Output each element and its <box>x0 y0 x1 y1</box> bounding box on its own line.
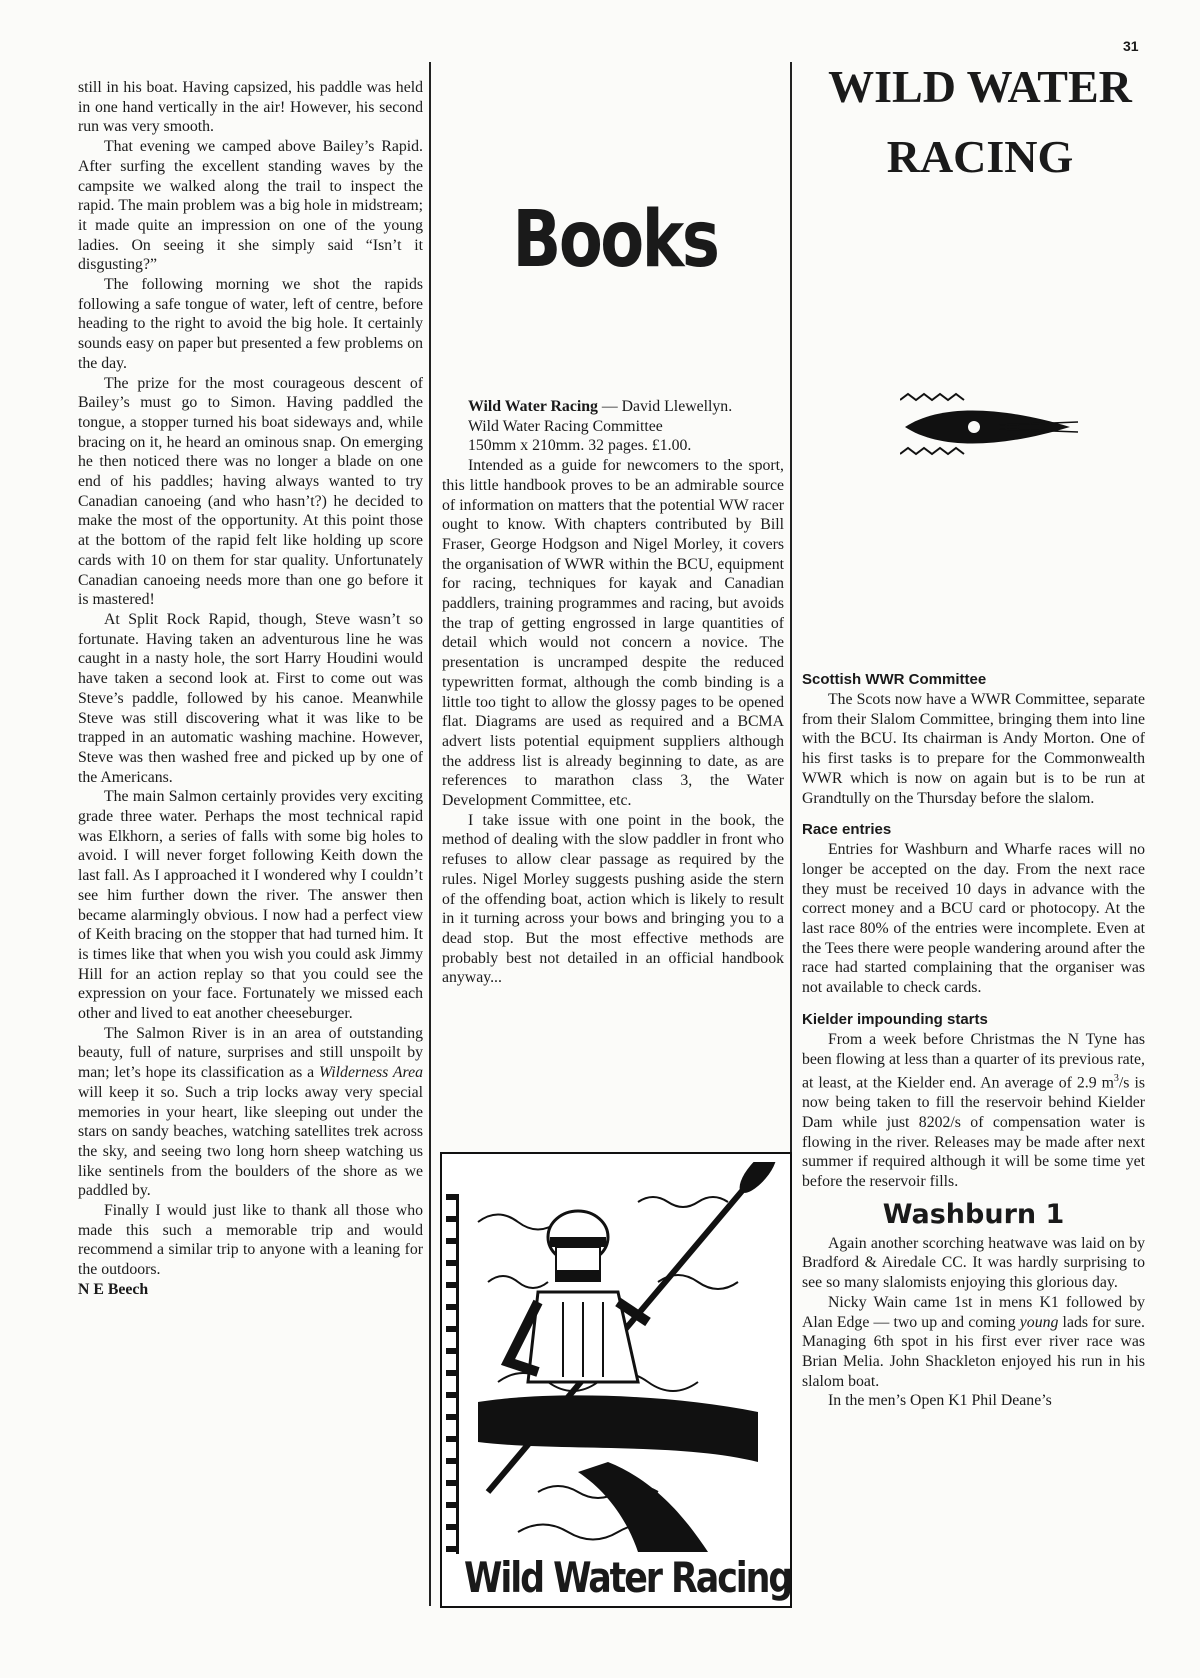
paragraph: The main Salmon certainly provides very exciting grade three water. Perhaps the most technical rapid was Elkhorn, a series of falls with some big holes to avoid. I will never forget following Keith down the last fall. As I approached it I wondered why I couldn’t see him further down the river. The answer then became alarmingly obvious. I now had a perfect view of Keith bracing on the stopper that had turned him. It is times like that when you wish you could ask Jimmy Hill for an action replay so that you could see the expression on your face. Fortunately we missed each other and lived to eat another cheeseburger. <box>78 788 423 1023</box>
paragraph-salmon-river: The Salmon River is in an area of outstanding beauty, full of nature, surprises and still unspoilt by man; let’s hope its classification as a Wilderness Area will keep it so. Such a trip locks away very special memories in your heart, like sleeping out under the stars on sandy beaches, watching satellites trek across the sky, and seeing two long horn sheep watching us like sentinels from the boulders of the shore as we paddled by. <box>78 1024 423 1200</box>
book-cover-image <box>440 1152 792 1608</box>
book-author: — David Llewellyn. <box>597 398 733 415</box>
paragraph: Finally I would just like to thank all those who made this such a memorable trip and would recommend a similar trip to anyone with a leaning for the outdoors. <box>78 1202 423 1279</box>
book-review-column <box>442 397 784 988</box>
news-paragraph: Nicky Wain came 1st in mens K1 followed by Alan Edge — two up and coming young lads for sure. Managing 6th spot in his first ever river race was Brian Melia. John Shackleton enjoyed his run in his slalom boat. <box>802 1293 1146 1390</box>
news-paragraph-kielder: From a week before Christmas the N Tyne has been flowing at less than a quarter of its previous rate, at least, at the Kielder end. An average of 2.9 $m^3/s$ is now being taken to fill the reservoir behind Kielder Dam while just 8202/s of compensation water is flowing in the river. Releases may be made after next summer if required although it will be some time yet before the reservoir fills. <box>802 1030 1145 1191</box>
review-paragraph: Intended as a guide for newcomers to the sport, this little handbook proves to be an admirable source of information on matters that the potential WW racer ought to know. With chapters contributed by Bill Fraser, George Hodgson and Nigel Morley, it covers the organisation of WWR within the BCU, equipment for racing, techniques for kayak and Canadian paddlers, training programmes and racing, but avoids the trap of getting engrossed in large quantities of detail which would not concern a novice. The presentation is uncramped despite the reduced typewritten format, although the comb binding is a little too tight to allow the glossy pages to be opened flat. Diagrams are used as required and a BCMA advert lists potential equipment suppliers although the address list is already beginning to date, as are references to marathon class 3, the Water Development Committee, etc. <box>442 457 784 810</box>
news-paragraph: The Scots now have a WWR Committee, separate from their Slalom Committee, bringing them into line with the BCU. Its chairman is Andy Morton. One of his first tasks is to prepare for the Commonwealth WWR which is now on again but is to be run at Grandtully on the Thursday before the slalom. <box>802 691 1145 807</box>
kayak-logo-icon <box>900 392 1080 462</box>
section-subheading: Kielder impounding starts <box>802 1010 988 1028</box>
review-paragraph: I take issue with one point in the book, the method of dealing with the slow paddler in front who refuses to allow clear passage as required by the rules. Nigel Morley suggests pushing aside the stern of the offending boat, action which is likely to result in it turning across your bows and bringing you to a dead stop. But the most effective methods are probably best not detailed in an official handbook anyway... <box>442 811 784 987</box>
column-rule-left <box>429 62 431 1606</box>
section-subheading: Scottish WWR Committee <box>802 671 987 688</box>
book-details: 150mm x 210mm. 32 pages. £1.00. <box>468 437 692 455</box>
book-title-line <box>442 397 784 417</box>
article-left-column <box>78 78 423 1300</box>
paragraph: The prize for the most courageous descent of Bailey’s must go to Simon. Having paddled the tongue, a stopper turned his boat sideways and, while bracing on it, he heard an ominous snap. On emerging he then noticed there was no longer a blade on one end of his paddles; having always wanted to try Canadian canoeing (and who hasn’t?) he decided to make the most of the opportunity. At this point those at the bottom of the rapid felt like holding up score cards with 10 on them for star quality. Unfortunately Canadian canoeing needs more than one go before it is mastered! <box>78 374 423 609</box>
section-heading-books: Books <box>512 195 718 285</box>
book-title: Wild Water Racing <box>468 398 598 415</box>
news-paragraph: Entries for Washburn and Wharfe races will no longer be accepted on the day. From the next race they must be received 10 days in advance with the correct money and a BCU card or photocopy. At the last race 80% of the entries were incomplete. Even at the Tees there were people wandering around after the race had started complaining that the organiser was not available to check cards. <box>802 841 1145 997</box>
paragraph: still in his boat. Having capsized, his paddle was held in one hand vertically in the air! However, his second run was very smooth. <box>78 79 423 136</box>
paragraph: That evening we camped above Bailey’s Rapid. After surfing the excellent standing waves by the campsite we walked along the trail to inspect the rapid. The main problem was a big hole in midstream; it made quite an impression on one of the young ladies. On seeing it she simply said “Isn’t it disgusting?” <box>78 138 423 274</box>
news-right-column <box>802 670 1145 1411</box>
heading-line: WILD WATER <box>828 61 1132 112</box>
paragraph: The following morning we shot the rapids following a safe tongue of water, left of centre, before heading to the right to avoid the big hole. It certainly sounds easy on paper but presented a few problems on the day. <box>78 276 423 372</box>
italic-term: Wilderness Area <box>318 1064 423 1082</box>
news-paragraph: In the men’s Open K1 Phil Deane’s <box>828 1392 1052 1410</box>
paragraph: At Split Rock Rapid, though, Steve wasn’t so fortunate. Having taken an adventurous line he was caught in a nasty hole, the sort Harry Houdini would have taken a second look at. First to come out was Steve’s paddle, followed by his canoe. Meanwhile Steve was still discovering what it was like to be trapped in an automatic washing machine. However, Steve was then washed free and picked up by one of the Americans. <box>78 610 423 786</box>
heading-line: RACING <box>886 131 1074 182</box>
washburn-heading: Washburn 1 <box>882 1198 1065 1230</box>
cover-title: Wild Water Racing <box>464 1553 792 1602</box>
section-subheading: Race entries <box>802 821 892 839</box>
book-publisher: Wild Water Racing Committee <box>468 417 663 435</box>
kayaker-illustration <box>458 1162 788 1562</box>
news-paragraph: Again another scorching heatwave was laid on by Bradford & Airedale CC. It was hardly surprising to see so many slalomists enjoying this glorious day. <box>802 1234 1145 1292</box>
section-heading-wild-water-racing <box>790 52 1170 192</box>
author-signature: N E Beech <box>78 1280 149 1298</box>
page-number: 31 <box>1123 38 1139 54</box>
